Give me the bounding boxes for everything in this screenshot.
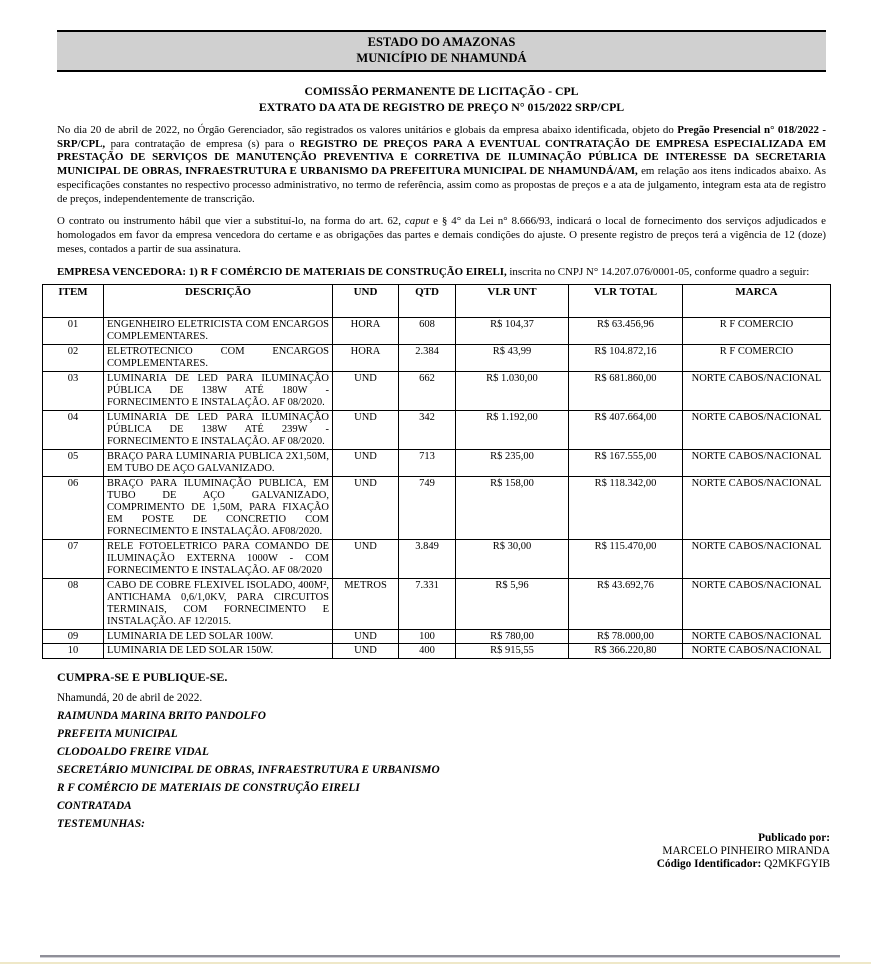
document-title [57, 84, 826, 115]
table-cell: 749 [399, 476, 456, 539]
table-cell: NORTE CABOS/NACIONAL [683, 539, 831, 578]
column-header-marca: MARCA [683, 285, 831, 318]
table-cell: ENGENHEIRO ELETRICISTA COM ENCARGOS COMPLEMENTARES. [104, 318, 333, 345]
table-cell: R F COMERCIO [683, 345, 831, 372]
opening-paragraph [57, 124, 826, 206]
table-cell: UND [333, 411, 399, 450]
column-header-vlr-total: VLR TOTAL [569, 285, 683, 318]
table-row [43, 629, 831, 644]
table-cell: R F COMERCIO [683, 318, 831, 345]
table-cell: R$ 366.220,80 [569, 644, 683, 659]
table-cell: NORTE CABOS/NACIONAL [683, 449, 831, 476]
table-cell: UND [333, 539, 399, 578]
column-header-vlr-unt: VLR UNT [456, 285, 569, 318]
signature-secretario-name: CLODOALDO FREIRE VIDAL [57, 746, 209, 759]
table-cell: 08 [43, 578, 104, 629]
bottom-gray-divider [40, 955, 840, 958]
opening-text: No dia 20 de abril de 2022, no Órgão Gerenciador, são registrados os valores unitários e globais da empresa abaixo identificada, objeto do [57, 123, 678, 136]
table-cell: LUMINARIA DE LED SOLAR 150W. [104, 644, 333, 659]
tender-reference: Pregão Presencial n° 018/2022 -SRP/CPL, [57, 123, 826, 150]
column-header-descricao: DESCRIÇÃO [104, 285, 333, 318]
table-cell: METROS [333, 578, 399, 629]
compliance-order: CUMPRA-SE E PUBLIQUE-SE. [57, 670, 228, 685]
table-cell: 662 [399, 372, 456, 411]
price-table [42, 284, 831, 659]
table-cell: NORTE CABOS/NACIONAL [683, 476, 831, 539]
table-cell: R$ 407.664,00 [569, 411, 683, 450]
publication-block [0, 832, 830, 870]
table-cell: UND [333, 476, 399, 539]
table-cell: LUMINARIA DE LED SOLAR 100W. [104, 629, 333, 644]
table-cell: 608 [399, 318, 456, 345]
table-row [43, 345, 831, 372]
table-row [43, 539, 831, 578]
table-cell: R$ 30,00 [456, 539, 569, 578]
municipality-name: MUNICÍPIO DE NHAMUNDÁ [356, 50, 527, 65]
table-cell: 3.849 [399, 539, 456, 578]
table-cell: R$ 104,37 [456, 318, 569, 345]
table-cell: R$ 104.872,16 [569, 345, 683, 372]
table-cell: 7.331 [399, 578, 456, 629]
contract-paragraph [57, 215, 826, 256]
table-cell: R$ 681.860,00 [569, 372, 683, 411]
opening-text: em relação aos itens indicados abaixo. As especificações constantes no respectivo processo administrativo, no termo de referência, assim como as propostas de preços e a ata de julgamento, integram esta ata de registro de preços, independentemente de transcrição. [57, 165, 827, 205]
table-cell: 05 [43, 449, 104, 476]
published-by-name: MARCELO PINHEIRO MIRANDA [662, 845, 830, 858]
table-row [43, 449, 831, 476]
table-cell: 07 [43, 539, 104, 578]
signature-contratada-role: CONTRATADA [57, 800, 132, 813]
table-cell: 03 [43, 372, 104, 411]
table-cell: R$ 235,00 [456, 449, 569, 476]
table-cell: 01 [43, 318, 104, 345]
table-cell: NORTE CABOS/NACIONAL [683, 372, 831, 411]
state-name: ESTADO DO AMAZONAS [367, 35, 516, 49]
table-cell: ELETROTECNICO COM ENCARGOS COMPLEMENTARES. [104, 345, 333, 372]
table-cell: LUMINARIA DE LED PARA ILUMINAÇÃO PÚBLICA DE 138W ATÉ 239W - FORNECIMENTO E INSTALAÇÃO. AF 08/2020. [104, 411, 333, 450]
table-cell: HORA [333, 345, 399, 372]
table-cell: R$ 158,00 [456, 476, 569, 539]
column-header-item: ITEM [43, 285, 104, 318]
table-row [43, 578, 831, 629]
table-cell: NORTE CABOS/NACIONAL [683, 578, 831, 629]
table-cell: CABO DE COBRE FLEXIVEL ISOLADO, 400M², ANTICHAMA 0,6/1,0KV, PARA CIRCUITOS TERMINAIS, COM FORNECIMENTO E INSTALAÇÃO. AF 12/2015. [104, 578, 333, 629]
contract-text: O contrato ou instrumento hábil que vier a substituí-lo, na forma do art. 62, [57, 215, 405, 228]
identifier-code-label: Código Identificador: [656, 857, 762, 870]
published-by-label: Publicado por: [758, 832, 830, 845]
table-cell: R$ 5,96 [456, 578, 569, 629]
table-cell: NORTE CABOS/NACIONAL [683, 411, 831, 450]
winner-cnpj: inscrita no CNPJ N° 14.207.076/0001-05, conforme quadro a seguir: [506, 265, 810, 278]
table-cell: NORTE CABOS/NACIONAL [683, 629, 831, 644]
signature-prefeita-role: PREFEITA MUNICIPAL [57, 728, 178, 741]
table-cell: 2.384 [399, 345, 456, 372]
table-cell: HORA [333, 318, 399, 345]
table-cell: UND [333, 629, 399, 644]
bottom-cream-divider [0, 962, 871, 964]
place-date-line: Nhamundá, 20 de abril de 2022. [57, 692, 203, 705]
table-cell: UND [333, 449, 399, 476]
table-cell: R$ 78.000,00 [569, 629, 683, 644]
witnesses-label: TESTEMUNHAS: [57, 818, 145, 831]
state-header-band [57, 30, 826, 72]
table-cell: 02 [43, 345, 104, 372]
table-cell: RELE FOTOELETRICO PARA COMANDO DE ILUMINAÇÃO EXTERNA 1000W - COM FORNECIMENTO E INSTALAÇÃO. AF 08/2020 [104, 539, 333, 578]
identifier-code-line [0, 858, 830, 871]
tender-object: REGISTRO DE PREÇOS PARA A EVENTUAL CONTRATAÇÃO DE EMPRESA ESPECIALIZADA EM PRESTAÇÃO DE SERVIÇOS DE MANUTENÇÃO PREVENTIVA E CORRETIVA DE ILUMINAÇÃO PÚBLICA DE INTERESSE DA SECRETARIA MUNICIPAL DE OBRAS, INFRAESTRUTURA E URBANISMO DA PREFEITURA MUNICIPAL DE NHAMUNDÁ/AM, [57, 137, 826, 178]
column-header-und: UND [333, 285, 399, 318]
winner-paragraph [57, 266, 826, 280]
table-cell: R$ 167.555,00 [569, 449, 683, 476]
table-cell: 04 [43, 411, 104, 450]
table-cell: 100 [399, 629, 456, 644]
table-cell: 09 [43, 629, 104, 644]
table-cell: R$ 1.030,00 [456, 372, 569, 411]
table-cell: R$ 1.192,00 [456, 411, 569, 450]
table-cell: 713 [399, 449, 456, 476]
table-cell: R$ 780,00 [456, 629, 569, 644]
table-cell: R$ 915,55 [456, 644, 569, 659]
table-row [43, 372, 831, 411]
signature-contratada-name: R F COMÉRCIO DE MATERIAIS DE CONSTRUÇÃO EIRELI [57, 782, 360, 795]
table-cell: R$ 118.342,00 [569, 476, 683, 539]
table-cell: R$ 115.470,00 [569, 539, 683, 578]
table-cell: 10 [43, 644, 104, 659]
signature-secretario-role: SECRETÁRIO MUNICIPAL DE OBRAS, INFRAESTRUTURA E URBANISMO [57, 764, 440, 777]
winner-company: EMPRESA VENCEDORA: 1) R F COMÉRCIO DE MATERIAIS DE CONSTRUÇÃO EIRELI, [57, 265, 507, 278]
table-row [43, 476, 831, 539]
contract-text: e § 4° da Lei n° 8.666/93, indicará o local de fornecimento dos serviços adjudicados e homologados em favor da empresa vencedora do certame e as obrigações das partes e demais condições do ajuste. O presente registro de preços terá a vigência de 12 (doze) meses, contados a partir de sua assinatura. [57, 215, 826, 255]
table-cell: LUMINARIA DE LED PARA ILUMINAÇÃO PÚBLICA DE 138W ATÉ 180W - FORNECIMENTO E INSTALAÇÃO. AF 08/2020. [104, 372, 333, 411]
table-cell: R$ 63.456,96 [569, 318, 683, 345]
table-cell: NORTE CABOS/NACIONAL [683, 644, 831, 659]
signature-prefeita-name: RAIMUNDA MARINA BRITO PANDOLFO [57, 710, 266, 723]
table-cell: BRAÇO PARA LUMINARIA PUBLICA 2X1,50M, EM TUBO DE AÇO GALVANIZADO. [104, 449, 333, 476]
extract-title-line: EXTRATO DA ATA DE REGISTRO DE PREÇO N° 015/2022 SRP/CPL [258, 99, 625, 114]
identifier-code-value: Q2MKFGYIB [764, 857, 830, 870]
table-row [43, 644, 831, 659]
table-cell: BRAÇO PARA ILUMINAÇÃO PUBLICA, EM TUBO DE AÇO GALVANIZADO, COMPRIMENTO DE 1,50M, PARA FIXAÇÃO EM POSTE DE CONCRETIO COM FORNECIMENTO E INSTALAÇÃO. AF08/2020. [104, 476, 333, 539]
table-cell: 400 [399, 644, 456, 659]
table-cell: R$ 43.692,76 [569, 578, 683, 629]
opening-text: para contratação de empresa (s) para o [105, 137, 300, 150]
commission-title-line: COMISSÃO PERMANENTE DE LICITAÇÃO - CPL [304, 84, 579, 99]
table-cell: UND [333, 644, 399, 659]
table-cell: UND [333, 372, 399, 411]
price-table-body [43, 318, 831, 659]
table-cell: 06 [43, 476, 104, 539]
table-row [43, 318, 831, 345]
column-header-qtd: QTD [399, 285, 456, 318]
table-header-row [43, 285, 831, 318]
caput-term: caput [404, 215, 430, 228]
table-row [43, 411, 831, 450]
table-cell: R$ 43,99 [456, 345, 569, 372]
table-cell: 342 [399, 411, 456, 450]
